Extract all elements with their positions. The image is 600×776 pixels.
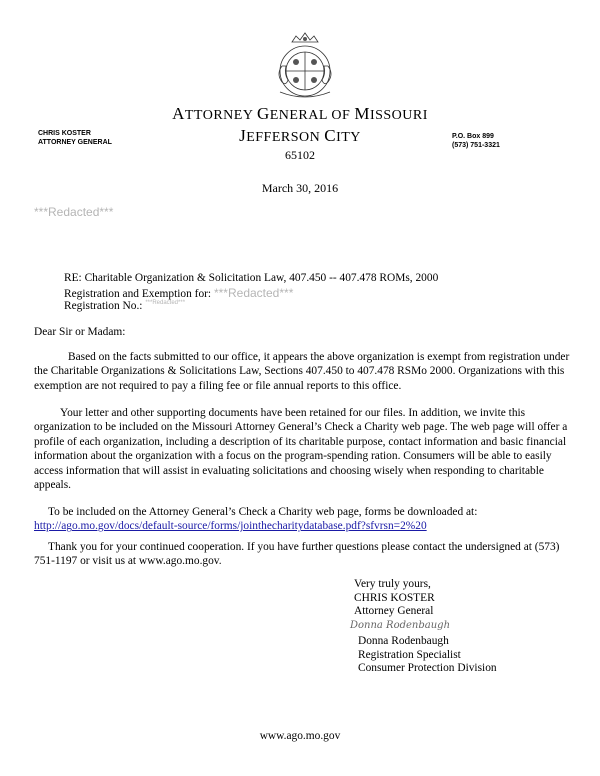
recipient-redacted: ***Redacted*** bbox=[34, 205, 114, 219]
re-number-redacted: ***Redacted*** bbox=[145, 300, 186, 306]
signer-title: Registration Specialist bbox=[358, 648, 461, 661]
re-organization-redacted: ***Redacted*** bbox=[213, 286, 294, 300]
re-registration-line bbox=[64, 286, 293, 300]
re-number-line bbox=[64, 300, 185, 312]
office-zip: 65102 bbox=[285, 148, 315, 162]
signer-name: Donna Rodenbaugh bbox=[358, 635, 449, 647]
paragraph-thank-you: Thank you for your continued cooperation. If you have further questions please contact the undersigned at (573) 751-1197 or visit us at www.ago.mo.gov. bbox=[34, 541, 560, 568]
paragraph-check-a-charity: Your letter and other supporting documents have been retained for our files. In addition, we invite this organization to be included on the Missouri Attorney General’s Check a Charity web page. The web page will offer a profile of each organization, including a description of its charitable purpose, contact information and basic financial information about the organization with a focus on the program-spending ration. Consumers will be able to easily access information that will assist in evaluating solicitations and choosing wisely when responding to charitable appeals. bbox=[34, 407, 568, 492]
re-registration-label: Registration and Exemption for: bbox=[64, 288, 212, 300]
left-title: ATTORNEY GENERAL bbox=[38, 139, 112, 146]
closing-title: Attorney General bbox=[354, 605, 434, 618]
po-box: P.O. Box 899 bbox=[452, 133, 494, 140]
valediction: Very truly yours, bbox=[354, 578, 431, 590]
paragraph-exemption: Based on the facts submitted to our office, it appears the above organization is exempt from registration under the Charitable Organizations & Solicitations Law, Sections 407.450 to 407.478 RSMo 2000. Organizations with this exemption are not required to pay a filing fee or file annual reports to this office. bbox=[34, 351, 570, 392]
left-name: CHRIS KOSTER bbox=[38, 130, 91, 137]
handwritten-signature: Donna Rodenbaugh bbox=[350, 620, 451, 631]
signer-block bbox=[358, 635, 497, 676]
phone: (573) 751-3321 bbox=[452, 142, 500, 149]
footer-website[interactable]: www.ago.mo.gov bbox=[259, 730, 341, 742]
closing-block bbox=[354, 578, 435, 619]
re-number-label: Registration No.: bbox=[64, 300, 143, 312]
re-line: RE: Charitable Organization & Solicitation Law, 407.450 -- 407.478 ROMs, 2000 bbox=[64, 272, 439, 284]
salutation: Dear Sir or Madam: bbox=[34, 326, 126, 338]
letterhead-left bbox=[38, 129, 112, 147]
paragraph-forms bbox=[34, 505, 574, 534]
office-title: ATTORNEY GENERAL OF MISSOURI bbox=[172, 104, 428, 123]
forms-download-link[interactable]: http://ago.mo.gov/docs/default-source/forms/jointhecharitydatabase.pdf?sfvrsn=2%20 bbox=[34, 520, 427, 533]
signer-division: Consumer Protection Division bbox=[358, 662, 497, 675]
closing-name: CHRIS KOSTER bbox=[354, 591, 435, 604]
letter-date: March 30, 2016 bbox=[261, 181, 339, 195]
letterhead-right bbox=[452, 132, 500, 150]
forms-text: To be included on the Attorney General’s Check a Charity web page, forms be downloaded at: bbox=[48, 506, 478, 518]
missouri-state-seal-icon bbox=[266, 28, 344, 98]
office-city: JEFFERSON CITY bbox=[239, 126, 361, 145]
